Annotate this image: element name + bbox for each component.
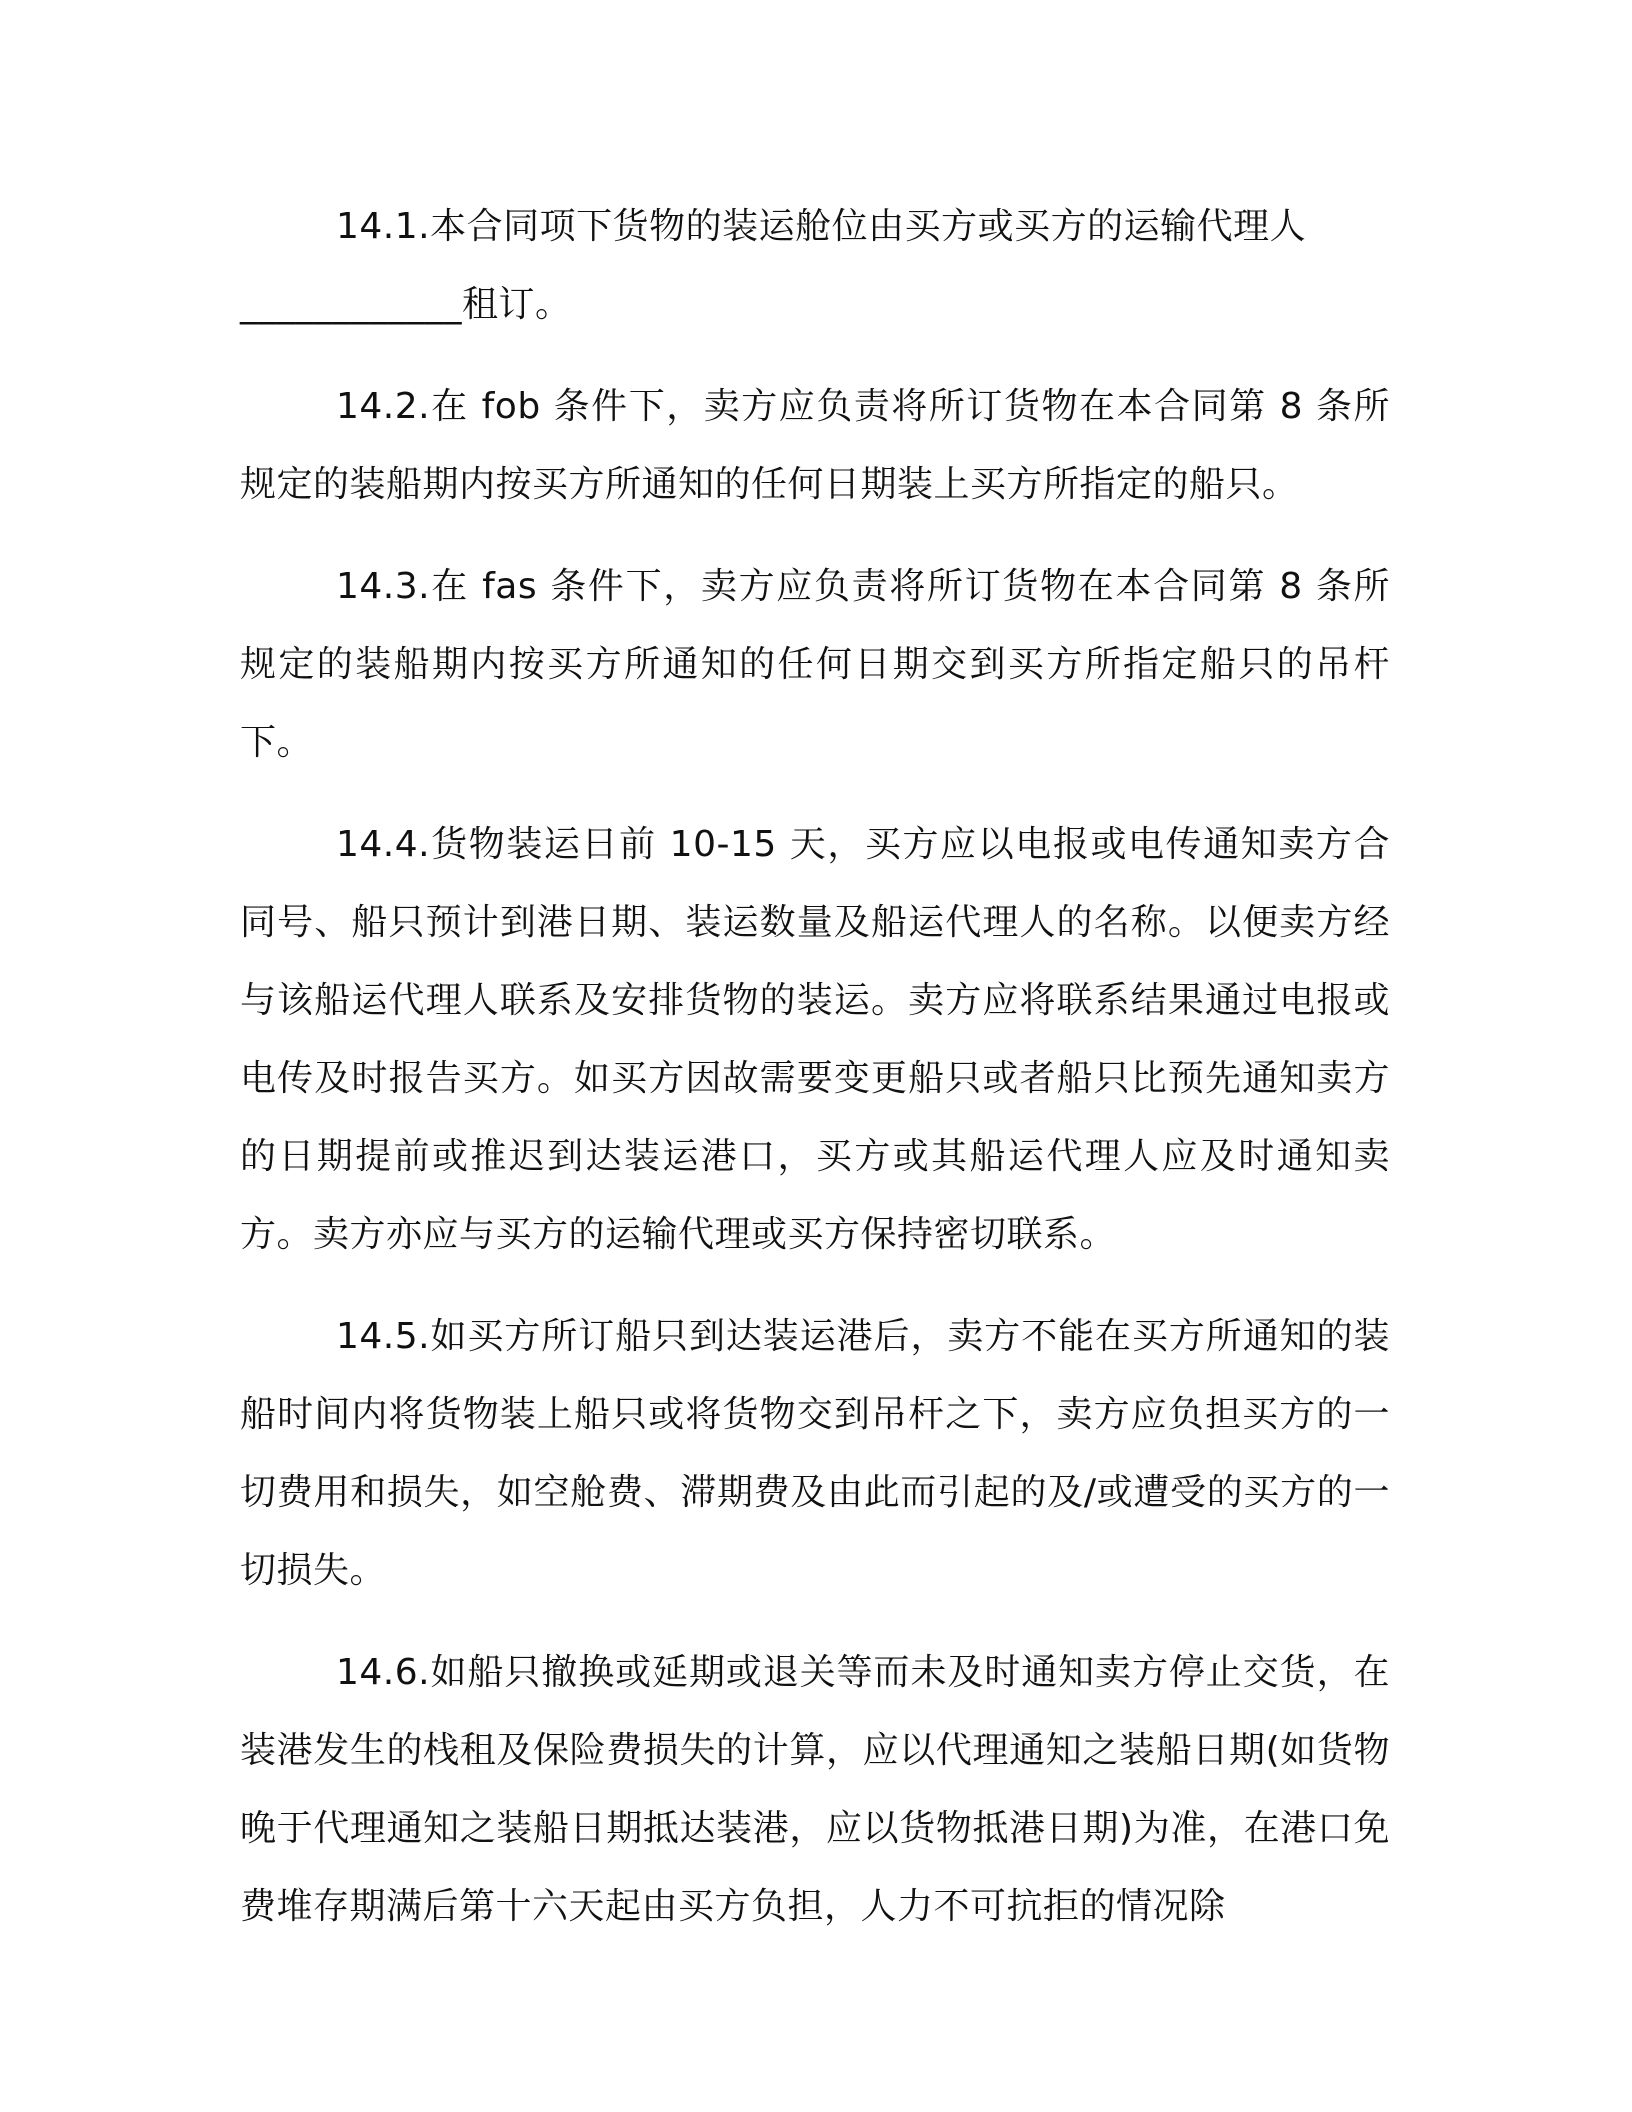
clause-14-3	[240, 548, 1390, 782]
clause-14-6	[240, 1634, 1390, 1946]
clause-number: 14.6.	[336, 1652, 431, 1693]
clause-text: 在 fob 条件下，卖方应负责将所订货物在本合同第 8 条所规定的装船期内按买方所通知的任何日期装上买方所指定的船只。	[240, 386, 1390, 505]
clause-14-4	[240, 806, 1390, 1274]
clause-number: 14.2.	[336, 386, 431, 427]
document-body	[240, 188, 1390, 1970]
clause-text: 如买方所订船只到达装运港后，卖方不能在买方所通知的装船时间内将货物装上船只或将货物交到吊杆之下，卖方应负担买方的一切费用和损失，如空舱费、滞期费及由此而引起的及/或遭受的买方的一切损失。	[240, 1316, 1390, 1591]
clause-blank-line	[240, 266, 1390, 344]
fill-in-blank: ____________	[240, 284, 462, 325]
clause-text-after-blank: 租订。	[462, 284, 572, 325]
clause-text: 如船只撤换或延期或退关等而未及时通知卖方停止交货，在装港发生的栈租及保险费损失的计算，应以代理通知之装船日期(如货物晚于代理通知之装船日期抵达装港，应以货物抵港日期)为准，在港口免费堆存期满后第十六天起由买方负担，人力不可抗拒的情况除	[240, 1652, 1390, 1927]
clause-14-5	[240, 1298, 1390, 1610]
clause-number: 14.1.	[336, 206, 431, 247]
clause-14-1	[240, 188, 1390, 344]
clause-number: 14.4.	[336, 824, 431, 865]
clause-number: 14.3.	[336, 566, 431, 607]
clause-text: 货物装运日前 10-15 天，买方应以电报或电传通知卖方合同号、船只预计到港日期、装运数量及船运代理人的名称。以便卖方经与该船运代理人联系及安排货物的装运。卖方应将联系结果通过电报或电传及时报告买方。如买方因故需要变更船只或者船只比预先通知卖方的日期提前或推迟到达装运港口，买方或其船运代理人应及时通知卖方。卖方亦应与买方的运输代理或买方保持密切联系。	[240, 824, 1390, 1255]
clause-text: 本合同项下货物的装运舱位由买方或买方的运输代理人	[430, 206, 1307, 247]
clause-number: 14.5.	[336, 1316, 431, 1357]
clause-text: 在 fas 条件下，卖方应负责将所订货物在本合同第 8 条所规定的装船期内按买方所通知的任何日期交到买方所指定船只的吊杆下。	[240, 566, 1390, 763]
clause-14-2	[240, 368, 1390, 524]
